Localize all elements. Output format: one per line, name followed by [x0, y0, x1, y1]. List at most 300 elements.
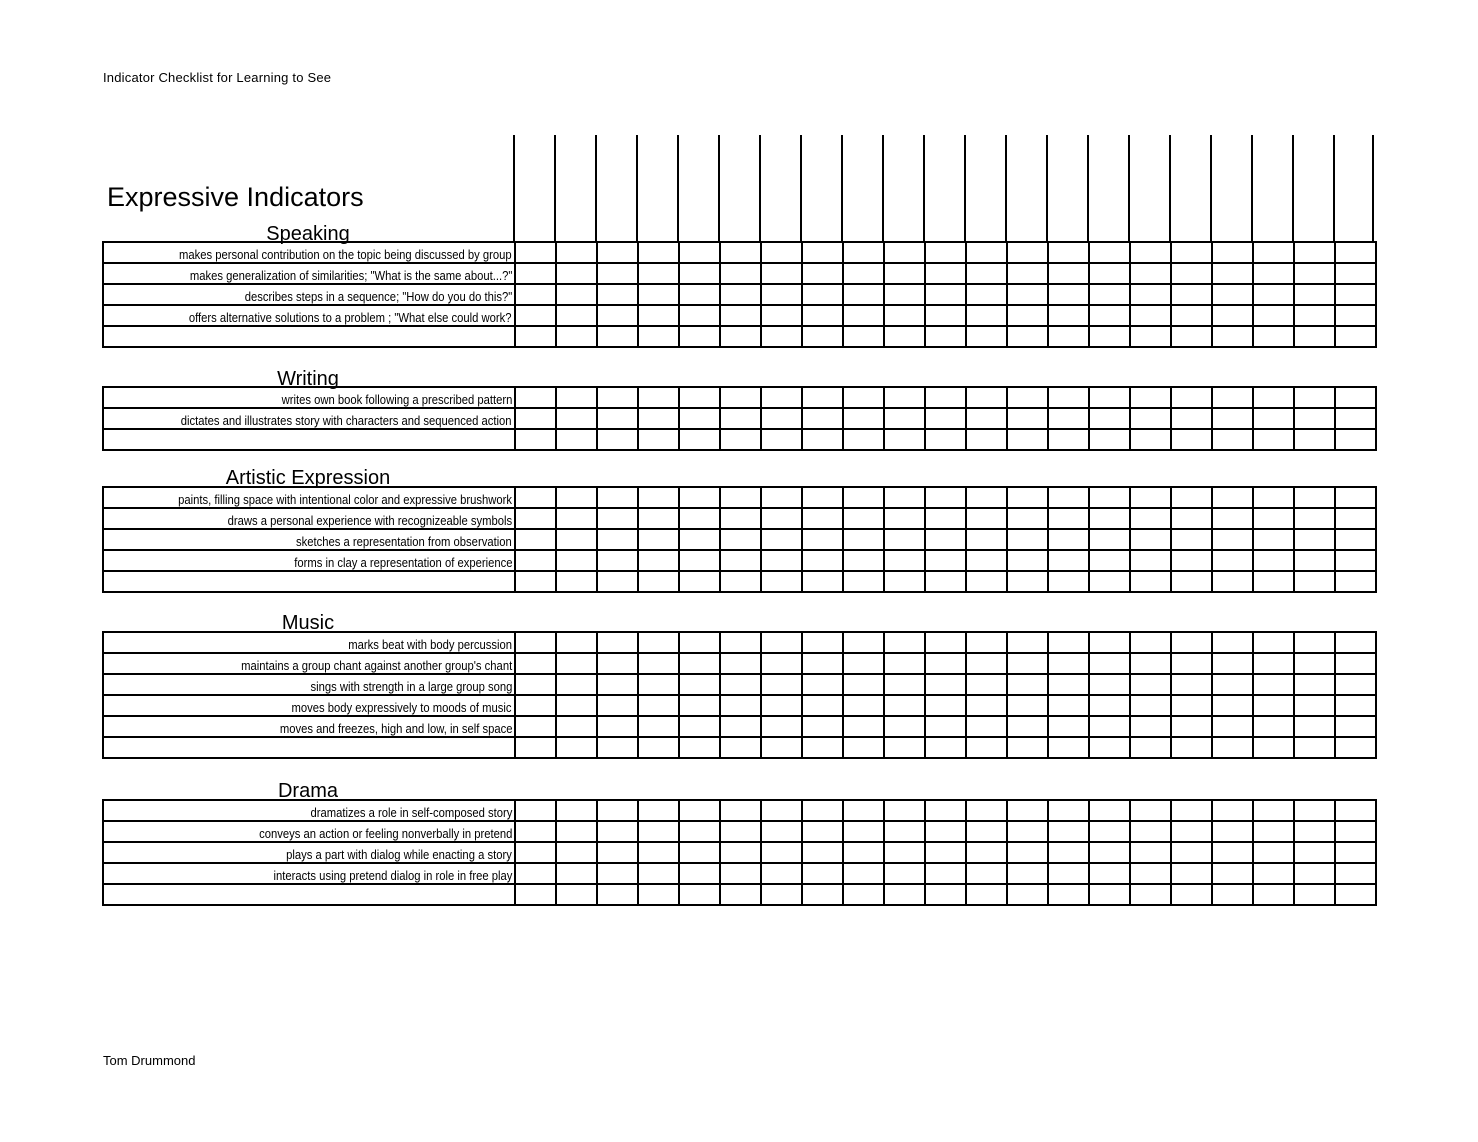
checkbox-cell[interactable] — [638, 429, 679, 450]
checkbox-cell[interactable] — [515, 571, 556, 592]
checkbox-cell[interactable] — [843, 695, 884, 716]
checkbox-cell[interactable] — [802, 571, 843, 592]
checkbox-cell[interactable] — [1048, 632, 1089, 653]
checkbox-cell[interactable] — [638, 508, 679, 529]
checkbox-cell[interactable] — [1212, 821, 1253, 842]
checkbox-cell[interactable] — [966, 408, 1007, 429]
checkbox-cell[interactable] — [761, 529, 802, 550]
checkbox-cell[interactable] — [638, 842, 679, 863]
checkbox-cell[interactable] — [843, 674, 884, 695]
checkbox-cell[interactable] — [1089, 508, 1130, 529]
checkbox-cell[interactable] — [679, 550, 720, 571]
checkbox-cell[interactable] — [556, 695, 597, 716]
checkbox-cell[interactable] — [843, 387, 884, 408]
checkbox-cell[interactable] — [761, 842, 802, 863]
checkbox-cell[interactable] — [966, 632, 1007, 653]
checkbox-cell[interactable] — [1130, 800, 1171, 821]
checkbox-cell[interactable] — [679, 387, 720, 408]
checkbox-cell[interactable] — [515, 508, 556, 529]
checkbox-cell[interactable] — [1335, 487, 1376, 508]
checkbox-cell[interactable] — [597, 716, 638, 737]
checkbox-cell[interactable] — [556, 529, 597, 550]
checkbox-cell[interactable] — [515, 326, 556, 347]
checkbox-cell[interactable] — [1130, 508, 1171, 529]
checkbox-cell[interactable] — [638, 821, 679, 842]
checkbox-cell[interactable] — [1335, 242, 1376, 263]
checkbox-cell[interactable] — [1048, 305, 1089, 326]
checkbox-cell[interactable] — [843, 242, 884, 263]
checkbox-cell[interactable] — [679, 674, 720, 695]
checkbox-cell[interactable] — [761, 284, 802, 305]
checkbox-cell[interactable] — [638, 408, 679, 429]
checkbox-cell[interactable] — [1212, 508, 1253, 529]
checkbox-cell[interactable] — [843, 737, 884, 758]
checkbox-cell[interactable] — [720, 884, 761, 905]
checkbox-cell[interactable] — [556, 737, 597, 758]
checkbox-cell[interactable] — [1089, 863, 1130, 884]
checkbox-cell[interactable] — [1089, 305, 1130, 326]
student-name-column[interactable] — [718, 135, 759, 242]
checkbox-cell[interactable] — [1130, 695, 1171, 716]
checkbox-cell[interactable] — [884, 863, 925, 884]
checkbox-cell[interactable] — [884, 263, 925, 284]
checkbox-cell[interactable] — [556, 674, 597, 695]
checkbox-cell[interactable] — [1089, 387, 1130, 408]
checkbox-cell[interactable] — [515, 674, 556, 695]
checkbox-cell[interactable] — [1212, 674, 1253, 695]
checkbox-cell[interactable] — [720, 326, 761, 347]
checkbox-cell[interactable] — [1007, 529, 1048, 550]
checkbox-cell[interactable] — [597, 632, 638, 653]
checkbox-cell[interactable] — [556, 326, 597, 347]
checkbox-cell[interactable] — [1335, 550, 1376, 571]
checkbox-cell[interactable] — [1130, 408, 1171, 429]
student-name-column[interactable] — [1333, 135, 1374, 242]
checkbox-cell[interactable] — [966, 821, 1007, 842]
checkbox-cell[interactable] — [1130, 821, 1171, 842]
checkbox-cell[interactable] — [720, 653, 761, 674]
checkbox-cell[interactable] — [1171, 674, 1212, 695]
checkbox-cell[interactable] — [1253, 508, 1294, 529]
checkbox-cell[interactable] — [802, 284, 843, 305]
checkbox-cell[interactable] — [843, 508, 884, 529]
checkbox-cell[interactable] — [884, 653, 925, 674]
checkbox-cell[interactable] — [1335, 674, 1376, 695]
checkbox-cell[interactable] — [1007, 429, 1048, 450]
checkbox-cell[interactable] — [1335, 429, 1376, 450]
checkbox-cell[interactable] — [1212, 800, 1253, 821]
checkbox-cell[interactable] — [556, 653, 597, 674]
checkbox-cell[interactable] — [1171, 695, 1212, 716]
checkbox-cell[interactable] — [1007, 305, 1048, 326]
checkbox-cell[interactable] — [843, 550, 884, 571]
checkbox-cell[interactable] — [638, 800, 679, 821]
checkbox-cell[interactable] — [802, 263, 843, 284]
checkbox-cell[interactable] — [1253, 737, 1294, 758]
checkbox-cell[interactable] — [1007, 653, 1048, 674]
checkbox-cell[interactable] — [1294, 550, 1335, 571]
checkbox-cell[interactable] — [925, 653, 966, 674]
checkbox-cell[interactable] — [597, 305, 638, 326]
checkbox-cell[interactable] — [1089, 674, 1130, 695]
checkbox-cell[interactable] — [515, 529, 556, 550]
checkbox-cell[interactable] — [884, 550, 925, 571]
checkbox-cell[interactable] — [1089, 429, 1130, 450]
checkbox-cell[interactable] — [556, 284, 597, 305]
checkbox-cell[interactable] — [720, 508, 761, 529]
checkbox-cell[interactable] — [1294, 842, 1335, 863]
checkbox-cell[interactable] — [1007, 737, 1048, 758]
checkbox-cell[interactable] — [515, 487, 556, 508]
checkbox-cell[interactable] — [1294, 408, 1335, 429]
checkbox-cell[interactable] — [761, 508, 802, 529]
checkbox-cell[interactable] — [802, 632, 843, 653]
checkbox-cell[interactable] — [1089, 716, 1130, 737]
checkbox-cell[interactable] — [802, 529, 843, 550]
checkbox-cell[interactable] — [802, 842, 843, 863]
checkbox-cell[interactable] — [966, 550, 1007, 571]
checkbox-cell[interactable] — [1171, 571, 1212, 592]
checkbox-cell[interactable] — [925, 326, 966, 347]
checkbox-cell[interactable] — [679, 242, 720, 263]
checkbox-cell[interactable] — [884, 284, 925, 305]
checkbox-cell[interactable] — [597, 550, 638, 571]
checkbox-cell[interactable] — [1335, 884, 1376, 905]
checkbox-cell[interactable] — [597, 884, 638, 905]
checkbox-cell[interactable] — [1130, 632, 1171, 653]
checkbox-cell[interactable] — [966, 508, 1007, 529]
checkbox-cell[interactable] — [884, 695, 925, 716]
checkbox-cell[interactable] — [925, 632, 966, 653]
student-name-column[interactable] — [964, 135, 1005, 242]
student-name-column[interactable] — [1005, 135, 1046, 242]
checkbox-cell[interactable] — [597, 571, 638, 592]
checkbox-cell[interactable] — [1212, 263, 1253, 284]
checkbox-cell[interactable] — [925, 842, 966, 863]
checkbox-cell[interactable] — [1048, 487, 1089, 508]
checkbox-cell[interactable] — [1007, 242, 1048, 263]
checkbox-cell[interactable] — [1089, 550, 1130, 571]
checkbox-cell[interactable] — [802, 884, 843, 905]
checkbox-cell[interactable] — [720, 408, 761, 429]
checkbox-cell[interactable] — [1048, 550, 1089, 571]
checkbox-cell[interactable] — [1171, 284, 1212, 305]
checkbox-cell[interactable] — [720, 387, 761, 408]
checkbox-cell[interactable] — [966, 263, 1007, 284]
checkbox-cell[interactable] — [1007, 408, 1048, 429]
checkbox-cell[interactable] — [966, 571, 1007, 592]
checkbox-cell[interactable] — [638, 632, 679, 653]
checkbox-cell[interactable] — [1130, 263, 1171, 284]
checkbox-cell[interactable] — [1294, 242, 1335, 263]
checkbox-cell[interactable] — [1253, 674, 1294, 695]
checkbox-cell[interactable] — [1171, 884, 1212, 905]
student-name-column[interactable] — [759, 135, 800, 242]
checkbox-cell[interactable] — [1130, 653, 1171, 674]
checkbox-cell[interactable] — [638, 884, 679, 905]
checkbox-cell[interactable] — [720, 284, 761, 305]
checkbox-cell[interactable] — [638, 737, 679, 758]
checkbox-cell[interactable] — [1007, 716, 1048, 737]
checkbox-cell[interactable] — [761, 571, 802, 592]
checkbox-cell[interactable] — [1335, 737, 1376, 758]
checkbox-cell[interactable] — [1294, 571, 1335, 592]
checkbox-cell[interactable] — [843, 800, 884, 821]
checkbox-cell[interactable] — [1171, 821, 1212, 842]
checkbox-cell[interactable] — [1171, 387, 1212, 408]
checkbox-cell[interactable] — [843, 429, 884, 450]
checkbox-cell[interactable] — [802, 408, 843, 429]
checkbox-cell[interactable] — [802, 863, 843, 884]
checkbox-cell[interactable] — [884, 305, 925, 326]
checkbox-cell[interactable] — [597, 429, 638, 450]
checkbox-cell[interactable] — [597, 695, 638, 716]
student-name-column[interactable] — [1210, 135, 1251, 242]
checkbox-cell[interactable] — [966, 737, 1007, 758]
checkbox-cell[interactable] — [966, 242, 1007, 263]
checkbox-cell[interactable] — [720, 674, 761, 695]
checkbox-cell[interactable] — [761, 884, 802, 905]
checkbox-cell[interactable] — [1212, 429, 1253, 450]
checkbox-cell[interactable] — [515, 550, 556, 571]
checkbox-cell[interactable] — [1130, 284, 1171, 305]
checkbox-cell[interactable] — [1007, 800, 1048, 821]
checkbox-cell[interactable] — [679, 326, 720, 347]
student-name-column[interactable] — [595, 135, 636, 242]
checkbox-cell[interactable] — [925, 821, 966, 842]
checkbox-cell[interactable] — [1294, 487, 1335, 508]
checkbox-cell[interactable] — [1007, 695, 1048, 716]
checkbox-cell[interactable] — [638, 305, 679, 326]
checkbox-cell[interactable] — [1089, 529, 1130, 550]
checkbox-cell[interactable] — [597, 863, 638, 884]
checkbox-cell[interactable] — [1048, 263, 1089, 284]
checkbox-cell[interactable] — [1253, 716, 1294, 737]
checkbox-cell[interactable] — [679, 842, 720, 863]
checkbox-cell[interactable] — [761, 305, 802, 326]
checkbox-cell[interactable] — [1294, 821, 1335, 842]
checkbox-cell[interactable] — [1089, 800, 1130, 821]
checkbox-cell[interactable] — [597, 737, 638, 758]
checkbox-cell[interactable] — [720, 571, 761, 592]
checkbox-cell[interactable] — [843, 529, 884, 550]
checkbox-cell[interactable] — [597, 284, 638, 305]
checkbox-cell[interactable] — [1294, 284, 1335, 305]
checkbox-cell[interactable] — [925, 408, 966, 429]
checkbox-cell[interactable] — [1048, 242, 1089, 263]
student-name-column[interactable] — [677, 135, 718, 242]
checkbox-cell[interactable] — [966, 529, 1007, 550]
checkbox-cell[interactable] — [802, 716, 843, 737]
checkbox-cell[interactable] — [843, 408, 884, 429]
checkbox-cell[interactable] — [1171, 487, 1212, 508]
checkbox-cell[interactable] — [1253, 284, 1294, 305]
checkbox-cell[interactable] — [761, 653, 802, 674]
checkbox-cell[interactable] — [556, 487, 597, 508]
checkbox-cell[interactable] — [556, 842, 597, 863]
checkbox-cell[interactable] — [802, 821, 843, 842]
checkbox-cell[interactable] — [597, 487, 638, 508]
checkbox-cell[interactable] — [597, 800, 638, 821]
checkbox-cell[interactable] — [802, 653, 843, 674]
checkbox-cell[interactable] — [1294, 263, 1335, 284]
checkbox-cell[interactable] — [802, 674, 843, 695]
checkbox-cell[interactable] — [1171, 429, 1212, 450]
checkbox-cell[interactable] — [720, 842, 761, 863]
checkbox-cell[interactable] — [515, 737, 556, 758]
checkbox-cell[interactable] — [679, 716, 720, 737]
checkbox-cell[interactable] — [1171, 800, 1212, 821]
student-name-column[interactable] — [636, 135, 677, 242]
checkbox-cell[interactable] — [802, 305, 843, 326]
checkbox-cell[interactable] — [1007, 842, 1048, 863]
checkbox-cell[interactable] — [1212, 408, 1253, 429]
checkbox-cell[interactable] — [1007, 821, 1048, 842]
checkbox-cell[interactable] — [638, 863, 679, 884]
checkbox-cell[interactable] — [925, 737, 966, 758]
checkbox-cell[interactable] — [556, 863, 597, 884]
checkbox-cell[interactable] — [925, 284, 966, 305]
checkbox-cell[interactable] — [720, 737, 761, 758]
checkbox-cell[interactable] — [1335, 842, 1376, 863]
checkbox-cell[interactable] — [597, 326, 638, 347]
checkbox-cell[interactable] — [843, 842, 884, 863]
checkbox-cell[interactable] — [1171, 863, 1212, 884]
checkbox-cell[interactable] — [1048, 429, 1089, 450]
checkbox-cell[interactable] — [1171, 263, 1212, 284]
checkbox-cell[interactable] — [1253, 821, 1294, 842]
checkbox-cell[interactable] — [638, 487, 679, 508]
checkbox-cell[interactable] — [925, 508, 966, 529]
checkbox-cell[interactable] — [966, 842, 1007, 863]
checkbox-cell[interactable] — [1171, 242, 1212, 263]
checkbox-cell[interactable] — [1253, 550, 1294, 571]
checkbox-cell[interactable] — [556, 305, 597, 326]
checkbox-cell[interactable] — [1130, 550, 1171, 571]
checkbox-cell[interactable] — [597, 842, 638, 863]
checkbox-cell[interactable] — [802, 242, 843, 263]
checkbox-cell[interactable] — [1253, 263, 1294, 284]
checkbox-cell[interactable] — [802, 800, 843, 821]
checkbox-cell[interactable] — [679, 284, 720, 305]
checkbox-cell[interactable] — [515, 800, 556, 821]
checkbox-cell[interactable] — [638, 550, 679, 571]
checkbox-cell[interactable] — [1253, 408, 1294, 429]
checkbox-cell[interactable] — [515, 653, 556, 674]
checkbox-cell[interactable] — [925, 716, 966, 737]
checkbox-cell[interactable] — [843, 571, 884, 592]
checkbox-cell[interactable] — [1335, 387, 1376, 408]
checkbox-cell[interactable] — [1130, 842, 1171, 863]
checkbox-cell[interactable] — [1335, 263, 1376, 284]
checkbox-cell[interactable] — [925, 529, 966, 550]
checkbox-cell[interactable] — [1007, 550, 1048, 571]
checkbox-cell[interactable] — [1253, 242, 1294, 263]
checkbox-cell[interactable] — [843, 821, 884, 842]
student-name-column[interactable] — [513, 135, 554, 242]
checkbox-cell[interactable] — [1294, 695, 1335, 716]
checkbox-cell[interactable] — [515, 263, 556, 284]
checkbox-cell[interactable] — [679, 632, 720, 653]
checkbox-cell[interactable] — [720, 716, 761, 737]
checkbox-cell[interactable] — [884, 387, 925, 408]
checkbox-cell[interactable] — [925, 242, 966, 263]
checkbox-cell[interactable] — [556, 408, 597, 429]
checkbox-cell[interactable] — [1294, 305, 1335, 326]
checkbox-cell[interactable] — [597, 242, 638, 263]
checkbox-cell[interactable] — [843, 716, 884, 737]
checkbox-cell[interactable] — [1212, 387, 1253, 408]
checkbox-cell[interactable] — [1294, 387, 1335, 408]
checkbox-cell[interactable] — [1253, 800, 1294, 821]
checkbox-cell[interactable] — [884, 632, 925, 653]
checkbox-cell[interactable] — [884, 508, 925, 529]
checkbox-cell[interactable] — [966, 387, 1007, 408]
checkbox-cell[interactable] — [1294, 737, 1335, 758]
checkbox-cell[interactable] — [515, 863, 556, 884]
checkbox-cell[interactable] — [1048, 571, 1089, 592]
checkbox-cell[interactable] — [1089, 487, 1130, 508]
checkbox-cell[interactable] — [1294, 800, 1335, 821]
checkbox-cell[interactable] — [966, 884, 1007, 905]
student-name-column[interactable] — [1087, 135, 1128, 242]
student-name-column[interactable] — [882, 135, 923, 242]
checkbox-cell[interactable] — [1130, 487, 1171, 508]
checkbox-cell[interactable] — [1007, 326, 1048, 347]
checkbox-cell[interactable] — [761, 674, 802, 695]
checkbox-cell[interactable] — [925, 571, 966, 592]
checkbox-cell[interactable] — [1171, 737, 1212, 758]
checkbox-cell[interactable] — [1335, 305, 1376, 326]
checkbox-cell[interactable] — [515, 884, 556, 905]
checkbox-cell[interactable] — [556, 571, 597, 592]
checkbox-cell[interactable] — [720, 305, 761, 326]
checkbox-cell[interactable] — [1007, 884, 1048, 905]
checkbox-cell[interactable] — [1089, 326, 1130, 347]
checkbox-cell[interactable] — [1048, 716, 1089, 737]
checkbox-cell[interactable] — [925, 487, 966, 508]
checkbox-cell[interactable] — [720, 821, 761, 842]
checkbox-cell[interactable] — [884, 674, 925, 695]
checkbox-cell[interactable] — [1089, 884, 1130, 905]
checkbox-cell[interactable] — [556, 716, 597, 737]
checkbox-cell[interactable] — [1007, 632, 1048, 653]
checkbox-cell[interactable] — [1253, 695, 1294, 716]
checkbox-cell[interactable] — [1212, 242, 1253, 263]
checkbox-cell[interactable] — [761, 408, 802, 429]
checkbox-cell[interactable] — [515, 429, 556, 450]
checkbox-cell[interactable] — [556, 800, 597, 821]
checkbox-cell[interactable] — [1048, 863, 1089, 884]
checkbox-cell[interactable] — [597, 408, 638, 429]
checkbox-cell[interactable] — [884, 408, 925, 429]
checkbox-cell[interactable] — [1171, 326, 1212, 347]
checkbox-cell[interactable] — [1212, 529, 1253, 550]
checkbox-cell[interactable] — [638, 695, 679, 716]
checkbox-cell[interactable] — [1171, 529, 1212, 550]
checkbox-cell[interactable] — [925, 800, 966, 821]
checkbox-cell[interactable] — [515, 408, 556, 429]
checkbox-cell[interactable] — [1048, 284, 1089, 305]
checkbox-cell[interactable] — [1007, 863, 1048, 884]
checkbox-cell[interactable] — [597, 821, 638, 842]
checkbox-cell[interactable] — [515, 305, 556, 326]
checkbox-cell[interactable] — [720, 242, 761, 263]
checkbox-cell[interactable] — [1294, 326, 1335, 347]
checkbox-cell[interactable] — [1294, 884, 1335, 905]
student-name-column[interactable] — [1292, 135, 1333, 242]
checkbox-cell[interactable] — [761, 800, 802, 821]
